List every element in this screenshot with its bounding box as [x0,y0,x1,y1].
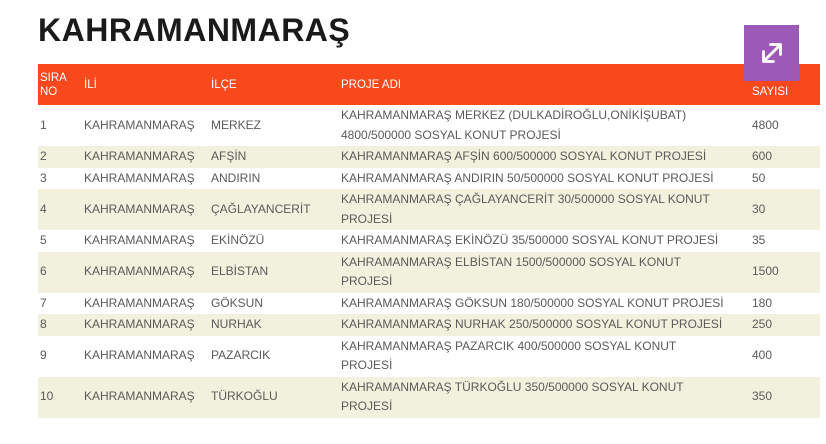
expand-icon [755,36,789,70]
cell-sayisi: 50 [752,170,766,185]
expand-button[interactable] [744,25,799,81]
cell-ilce: PAZARCIK [211,348,271,363]
cell-ili: KAHRAMANMARAŞ [84,117,195,132]
cell-sira-no: 2 [40,149,47,163]
cell-ili: KAHRAMANMARAŞ [84,170,195,185]
cell-ilce: ELBİSTAN [211,264,269,279]
cell-ilce: EKİNÖZÜ [211,233,265,247]
cell-sira-no: 3 [40,170,47,185]
cell-ili: KAHRAMANMARAŞ [84,201,195,216]
cell-sayisi: 250 [752,317,773,331]
cell-ilce: ÇAĞLAYANCERİT [211,201,311,216]
cell-ilce: AFŞİN [211,149,247,163]
cell-ili: KAHRAMANMARAŞ [84,389,195,404]
cell-ili: KAHRAMANMARAŞ [84,149,195,163]
cell-sira-no: 7 [40,295,47,310]
column-header-sira-no[interactable]: SIRA NO [40,71,67,98]
cell-ilce: GÖKSUN [211,295,264,310]
cell-sira-no: 5 [40,233,47,247]
column-header-ilce[interactable]: İLÇE [211,78,237,91]
table-row[interactable] [38,252,820,293]
data-table [38,64,820,418]
cell-sira-no: 4 [40,201,47,216]
cell-ilce: ANDIRIN [211,170,261,185]
cell-sayisi: 35 [752,233,766,247]
cell-proje-adi: KAHRAMANMARAŞ NURHAK 250/500000 SOSYAL KONUT PROJESİ [341,317,723,331]
cell-sira-no: 10 [40,389,54,404]
cell-ili: KAHRAMANMARAŞ [84,295,195,310]
cell-sira-no: 9 [40,348,47,363]
table-row[interactable] [38,146,820,168]
cell-proje-adi: KAHRAMANMARAŞ EKİNÖZÜ 35/500000 SOSYAL KONUT PROJESİ [341,233,719,247]
cell-proje-adi: KAHRAMANMARAŞ ÇAĞLAYANCERİT 30/500000 SOSYAL KONUT PROJESİ [341,192,710,226]
cell-proje-adi: KAHRAMANMARAŞ PAZARCIK 400/500000 SOSYAL KONUT PROJESİ [341,338,677,372]
cell-sira-no: 8 [40,317,47,331]
cell-proje-adi: KAHRAMANMARAŞ ELBİSTAN 1500/500000 SOSYAL KONUT PROJESİ [341,254,681,288]
cell-ili: KAHRAMANMARAŞ [84,348,195,363]
table-row[interactable] [38,336,820,377]
cell-sayisi: 400 [752,348,773,363]
page-title: KAHRAMANMARAŞ [38,12,351,48]
table-row[interactable] [38,105,820,146]
table-row[interactable] [38,293,820,315]
cell-proje-adi: KAHRAMANMARAŞ ANDIRIN 50/500000 SOSYAL KONUT PROJESİ [341,170,714,185]
table-row[interactable] [38,314,820,336]
cell-proje-adi: KAHRAMANMARAŞ TÜRKOĞLU 350/500000 SOSYAL KONUT PROJESİ [341,379,684,413]
cell-ilce: NURHAK [211,317,262,331]
cell-ilce: MERKEZ [211,117,262,132]
cell-sira-no: 1 [40,117,47,132]
cell-proje-adi: KAHRAMANMARAŞ MERKEZ (DULKADİROĞLU,ONİKİŞUBAT) 4800/500000 SOSYAL KONUT PROJESİ [341,108,687,142]
cell-proje-adi: KAHRAMANMARAŞ GÖKSUN 180/500000 SOSYAL KONUT PROJESİ [341,295,724,310]
table-body [38,105,820,418]
column-header-proje-adi[interactable]: PROJE ADI [341,78,402,91]
column-header-ili[interactable]: İLİ [84,78,97,91]
table-row[interactable] [38,230,820,252]
cell-sayisi: 1500 [752,264,779,279]
cell-sayisi: 4800 [752,117,779,132]
table-row[interactable] [38,189,820,230]
cell-ili: KAHRAMANMARAŞ [84,317,195,331]
table-row[interactable] [38,168,820,190]
column-header-sayisi[interactable]: SAYISI [752,86,789,98]
cell-sayisi: 350 [752,389,773,404]
cell-ili: KAHRAMANMARAŞ [84,264,195,279]
cell-sira-no: 6 [40,264,47,279]
cell-ili: KAHRAMANMARAŞ [84,233,195,247]
cell-proje-adi: KAHRAMANMARAŞ AFŞİN 600/500000 SOSYAL KONUT PROJESİ [341,149,707,163]
table-row[interactable] [38,377,820,418]
cell-ilce: TÜRKOĞLU [211,389,278,404]
cell-sayisi: 180 [752,295,773,310]
table-header [38,64,820,105]
cell-sayisi: 600 [752,149,773,163]
cell-sayisi: 30 [752,201,766,216]
